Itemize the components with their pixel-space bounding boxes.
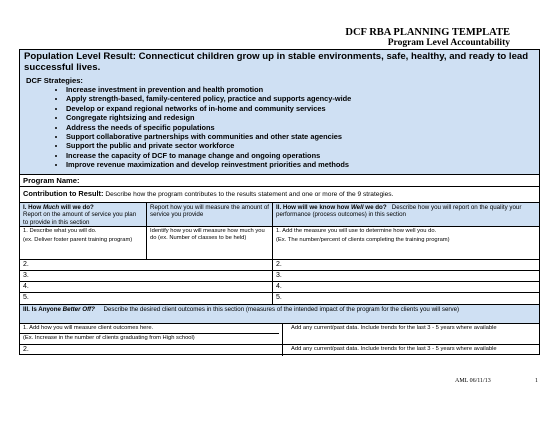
section2-row-1[interactable]: 1. Add the measure you will use to determine how well you do. (Ex. The number/percent of clients completing the training program)	[272, 227, 539, 259]
section1-row-5[interactable]: 5.	[23, 294, 29, 301]
section3-data-note-2[interactable]: Add any current/past data. Include trends for the last 3 - 5 years where available	[282, 345, 539, 356]
section1-identify-cell[interactable]: Identify how you will measure how much you do (ex. Number of classes to be held)	[146, 227, 272, 259]
strategy-item: • Increase the capacity of DCF to manage change and ongoing operations	[66, 151, 539, 160]
strategy-item: • Increase investment in prevention and health promotion	[66, 85, 539, 94]
section3-row-1	[20, 324, 539, 345]
section2-header: II. How will we know how Well we do? Describe how you will report on the quality your performance (process outcomes) in this section	[272, 203, 539, 226]
document-title: DCF RBA PLANNING TEMPLATE	[345, 27, 510, 38]
program-name-row[interactable]	[20, 175, 539, 187]
section1-measure-header: Report how you will measure the amount of service you provide	[146, 203, 272, 226]
contribution-text: Describe how the program contributes to the results statement and one or more of the 9 strategies.	[105, 191, 394, 198]
population-result-text: Population Level Result: Connecticut children grow up in stable environments, safe, healthy, and ready to lead successful lives.	[24, 51, 529, 73]
contribution-label: Contribution to Result:	[23, 189, 104, 198]
population-result-section	[20, 50, 539, 175]
section2-desc: Describe how you will report on the quality your performance (process outcomes) in this section	[276, 204, 522, 219]
strategy-item: • Improve revenue maximization and develop reinvestment priorities and methods	[66, 160, 539, 169]
measure-row-1	[20, 227, 539, 260]
section3-outcome-2[interactable]: 2.	[23, 346, 29, 353]
section3-header: III. Is Anyone Better Off? Describe the desired client outcomes in this section (measures of the intended impact of the program for the clients you will serve)	[20, 305, 539, 324]
section1-row-4[interactable]: 4.	[23, 283, 29, 290]
strategy-item: • Congregate rightsizing and redesign	[66, 113, 539, 122]
strategy-item: • Support the public and private sector workforce	[66, 141, 539, 150]
document-subtitle: Program Level Accountability	[387, 38, 510, 48]
page-number: 1	[535, 378, 538, 384]
strategy-item: • Support collaborative partnerships with communities and other state agencies	[66, 132, 539, 141]
section3-data-note-1[interactable]: Add any current/past data. Include trends for the last 3 - 5 years where available	[282, 324, 539, 344]
measure-row-4	[20, 282, 539, 293]
contribution-row[interactable]	[20, 187, 539, 203]
section3-desc: Describe the desired client outcomes in this section (measures of the intended impact of the program for the clients you will serve)	[103, 306, 460, 313]
strategy-item: • Apply strength-based, family-centered policy, practice and supports agency-wide	[66, 94, 539, 103]
measure-row-2	[20, 260, 539, 271]
planning-table	[19, 49, 540, 355]
footer-code: AML 06/11/13	[455, 378, 491, 384]
strategy-item: • Address the needs of specific populations	[66, 123, 539, 132]
measure-row-5	[20, 293, 539, 305]
section1-row-2[interactable]: 2.	[23, 261, 29, 268]
section-headers-row	[20, 203, 539, 227]
section1-desc: Report on the amount of service you plan to provide in this section	[23, 211, 137, 226]
section2-row-2[interactable]: 2.	[272, 260, 539, 270]
section2-row-5[interactable]: 5.	[272, 293, 539, 304]
section2-row-3[interactable]: 3.	[272, 271, 539, 281]
program-name-label: Program Name:	[23, 176, 80, 185]
measure-row-3	[20, 271, 539, 282]
section3-row-2	[20, 345, 539, 356]
strategy-item: • Develop or expand regional networks of in-home and community services	[66, 104, 539, 113]
section3-outcome-1[interactable]: 1. Add how you will measure client outcomes here. (Ex. Increase in the number of clients graduating from High school)	[20, 324, 282, 344]
section1-row-1[interactable]: 1. Describe what you will do. (ex. Deliver foster parent training program)	[23, 228, 133, 243]
section1-row-3[interactable]: 3.	[23, 272, 29, 279]
strategies-label: DCF Strategies:	[26, 76, 83, 85]
strategies-list	[20, 85, 539, 170]
section1-header: I. How Much will we do? Report on the amount of service you plan to provide in this section	[20, 203, 146, 226]
section2-row-4[interactable]: 4.	[272, 282, 539, 292]
